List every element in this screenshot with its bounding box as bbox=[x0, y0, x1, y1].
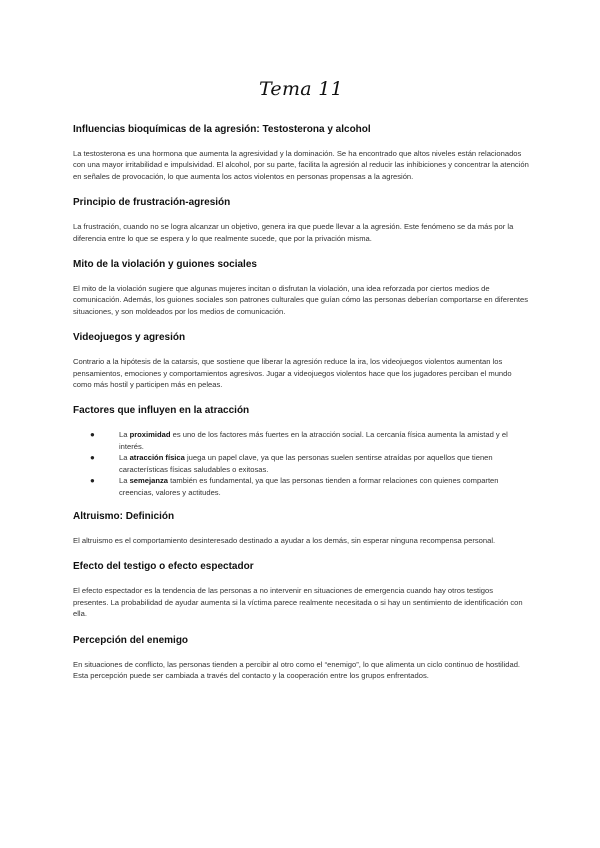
bullet-icon: ● bbox=[90, 453, 95, 463]
page-title: Tema 11 bbox=[258, 78, 344, 100]
section-heading-videojuegos: Videojuegos y agresión bbox=[73, 332, 186, 344]
section-text-altruismo: El altruismo es el comportamiento desinteresado destinado a ayudar a los demás, sin esperar ninguna recompensa personal. bbox=[73, 535, 496, 545]
section-text-enemigo: En situaciones de conflicto, las personas tienden a percibir al otro como el “enemigo”, lo que alimenta un ciclo continuo de hostilidad. Esta percepción puede ser cambiada a través del contacto y la cooperación entre los grupos enfrentados. bbox=[73, 659, 521, 680]
section-heading-enemigo: Percepción del enemigo bbox=[73, 634, 189, 646]
atraccion-bullet-list bbox=[73, 429, 529, 497]
list-item: ● La atracción física juega un papel clave, ya que las personas suelen sentirse atraídas por aquellos que tienen características físicas saludables o exitosas. bbox=[90, 453, 493, 474]
section-text-efecto-testigo: El efecto espectador es la tendencia de las personas a no intervenir en situaciones de emergencia cuando hay otros testigos presentes. La probabilidad de ayudar aumenta si la víctima parece realmente necesitada o si hay un sentimiento de identificación con ella. bbox=[73, 586, 523, 619]
bullet-icon: ● bbox=[90, 476, 95, 486]
section-text-bioquimicas: La testosterona es una hormona que aumenta la agresividad y la dominación. Se ha encontrado que altos niveles están relacionados con una mayor irritabilidad e impulsividad. El alcohol, por su parte, facilita la agresión al reducir las inhibiciones y concentrar la atención en señales de provocación, lo que aumenta los actos violentos en personas propensas a la agresión. bbox=[73, 149, 529, 181]
section-text-videojuegos: Contrario a la hipótesis de la catarsis, que sostiene que liberar la agresión reduce la ira, los videojuegos violentos aumentan los pensamientos, emociones y comportamientos agresivos. Jugar a videojuegos violentos hace que los jugadores perciban el mundo como más hostil y participen más en peleas. bbox=[73, 357, 512, 390]
section-heading-efecto-testigo: Efecto del testigo o efecto espectador bbox=[73, 561, 254, 573]
section-heading-atraccion: Factores que influyen en la atracción bbox=[73, 405, 250, 417]
section-heading-altruismo: Altruismo: Definición bbox=[73, 510, 175, 522]
section-heading-bioquimicas: Influencias bioquímicas de la agresión: Testosterona y alcohol bbox=[73, 124, 371, 135]
list-item: ● La proximidad es uno de los factores más fuertes en la atracción social. La cercanía física aumenta la amistad y el interés. bbox=[90, 430, 508, 451]
document-page bbox=[73, 72, 529, 696]
section-text-frustracion: La frustración, cuando no se logra alcanzar un objetivo, genera ira que puede llevar a la agresión. Este fenómeno se da más por la diferencia entre lo que se espera y lo que realmente sucede, que por la privación misma. bbox=[73, 222, 514, 243]
section-heading-frustracion: Principio de frustración-agresión bbox=[73, 197, 231, 209]
section-heading-mito-violacion: Mito de la violación y guiones sociales bbox=[73, 259, 257, 271]
section-text-mito-violacion: El mito de la violación sugiere que algunas mujeres incitan o disfrutan la violación, una idea reforzada por ciertos medios de comunicación. Además, los guiones sociales son patrones culturales que guían cómo las personas deberían comportarse en diferentes situaciones, y son moldeados por los medios de comunicación. bbox=[73, 284, 529, 316]
bullet-icon: ● bbox=[90, 430, 95, 440]
list-item: ● La semejanza también es fundamental, ya que las personas tienden a formar relaciones con quienes comparten creencias, valores y actitudes. bbox=[90, 476, 499, 497]
